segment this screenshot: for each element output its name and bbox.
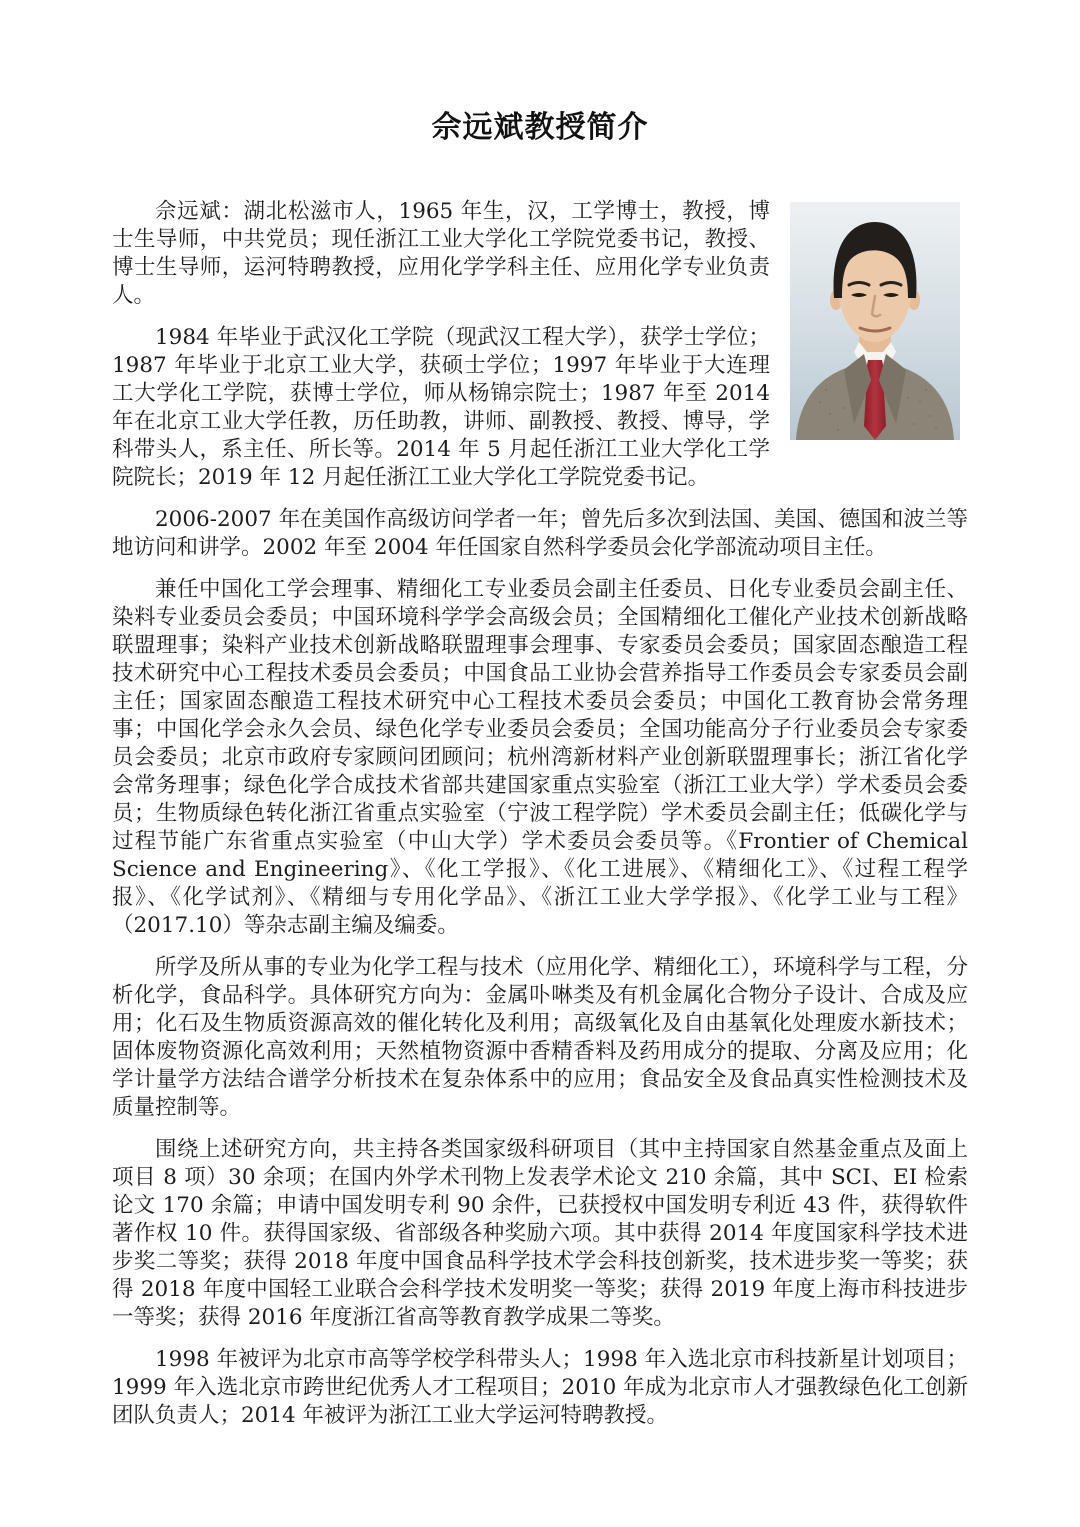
portrait-photo xyxy=(790,202,960,440)
paragraph-visiting: 2006-2007 年在美国作高级访问学者一年；曾先后多次到法国、美国、德国和波兰等地访问和讲学。2002 年至 2004 年任国家自然科学委员会化学部流动项目主任。 xyxy=(112,507,968,560)
paragraph-research: 所学及所从事的专业为化学工程与技术（应用化学、精细化工），环境科学与工程，分析化学，食品科学。具体研究方向为：金属卟啉类及有机金属化合物分子设计、合成及应用；化石及生物质资源高效的催化转化及利用；高级氧化及自由基氧化处理废水新技术；固体废物资源化高效利用；天然植物资源中香精香料及药用成分的提取、分离及应用；化学计量学方法结合谱学分析技术在复杂体系中的应用；食品安全及食品真实性检测技术及质量控制等。 xyxy=(112,955,968,1120)
paragraph-achievements: 围绕上述研究方向，共主持各类国家级科研项目（其中主持国家自然基金重点及面上项目 8 项）30 余项；在国内外学术刊物上发表学术论文 210 余篇，其中 SCI、EI 检索论文 170 余篇；申请中国发明专利 90 余件，已获授权中国发明专利近 43 件，获得软件著作权 10 件。获得国家级、省部级各种奖励六项。其中获得 2014 年度国家科学技术进步奖二等奖；获得 2018 年度中国食品科学技术学会科技创新奖，技术进步奖一等奖；获得 2018 年度中国轻工业联合会科学技术发明奖一等奖；获得 2019 年度上海市科技进步一等奖；获得 2016 年度浙江省高等教育教学成果二等奖。 xyxy=(112,1137,968,1330)
paragraph-honors: 1998 年被评为北京市高等学校学科带头人；1998 年入选北京市科技新星计划项目；1999 年入选北京市跨世纪优秀人才工程项目；2010 年成为北京市人才强教绿色化工创新团队负责人；2014 年被评为浙江工业大学运河特聘教授。 xyxy=(112,1347,968,1428)
page-title: 佘远斌教授简介 xyxy=(431,111,649,144)
paragraph-education: 1984 年毕业于武汉化工学院（现武汉工程大学），获学士学位；1987 年毕业于北京工业大学，获硕士学位；1997 年毕业于大连理工大学化工学院，获博士学位，师从杨锦宗院士；1987 年至 2014 年在北京工业大学任教，历任助教，讲师、副教授、教授、博导，学科带头人，系主任、所长等。2014 年 5 月起任浙江工业大学化工学院院长；2019 年 12 月起任浙江工业大学化工学院党委书记。 xyxy=(112,325,770,490)
paragraph-positions: 兼任中国化工学会理事、精细化工专业委员会副主任委员、日化专业委员会副主任、染料专业委员会委员；中国环境科学学会高级会员；全国精细化工催化产业技术创新战略联盟理事；染料产业技术创新战略联盟理事会理事、专家委员会委员；国家固态酿造工程技术研究中心工程技术委员会委员；中国食品工业协会营养指导工作委员会专家委员会副主任；国家固态酿造工程技术研究中心工程技术委员会委员；中国化工教育协会常务理事；中国化学会永久会员、绿色化学专业委员会委员；全国功能高分子行业委员会专家委员会委员；北京市政府专家顾问团顾问；杭州湾新材料产业创新联盟理事长；浙江省化学会常务理事；绿色化学合成技术省部共建国家重点实验室（浙江工业大学）学术委员会委员；生物质绿色转化浙江省重点实验室（宁波工程学院）学术委员会副主任；低碳化学与过程节能广东省重点实验室（中山大学）学术委员会委员等。《Frontier of Chemical Science and Engineering》、《化工学报》、《化工进展》、《精细化工》、《过程工程学报》、《化学试剂》、《精细与专用化学品》、《浙江工业大学学报》、《化学工业与工程》（2017.10）等杂志副主编及编委。 xyxy=(112,577,968,938)
paragraph-intro: 佘远斌：湖北松滋市人，1965 年生，汉，工学博士，教授，博士生导师，中共党员；现任浙江工业大学化工学院党委书记，教授、博士生导师，运河特聘教授，应用化学学科主任、应用化学专业负责人。 xyxy=(112,199,770,308)
portrait-photo-image xyxy=(790,202,960,440)
article-body xyxy=(112,198,968,1430)
